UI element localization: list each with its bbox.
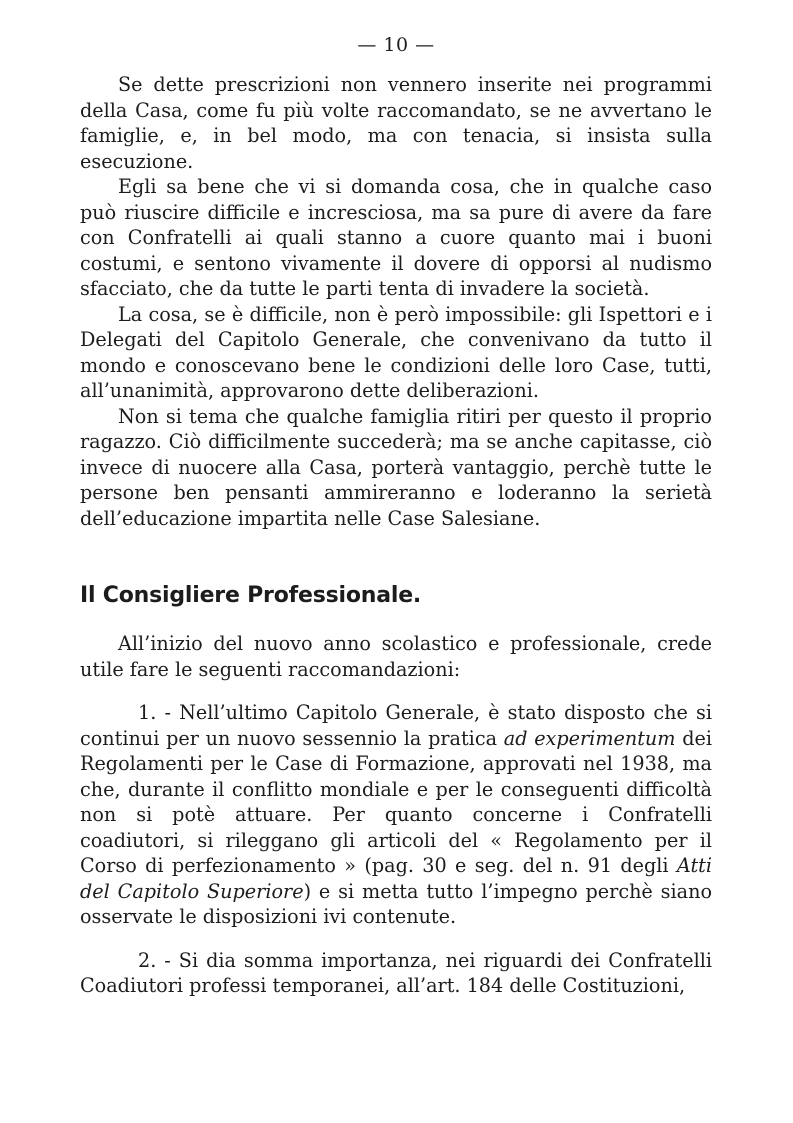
item-number: 1. - — [138, 701, 171, 724]
item-text: ) e si metta tutto l’impegno perchè siano osservate le disposizioni ivi contenute. — [80, 879, 712, 928]
paragraph-la-cosa: La cosa, se è difficile, non è però impossibile: gli Ispettori e i Delegati del Capitolo Generale, che convenivano da tutto il mondo e conoscevano bene le condizioni delle loro Case, tutti, all’unanimità, approvarono dette deliberazioni. — [80, 302, 712, 402]
italic-title: Atti del Capitolo Superiore — [80, 854, 712, 903]
paragraph-egli-sa-bene: Egli sa bene che vi si domanda cosa, che in qualche caso può riuscire difficile e incresciosa, ma sa pure di avere da fare con Confratelli ai quali stanno a cuore quanto mai i buoni costumi, e sentono vivamente il dovere di opporsi al nudismo sfacciato, che da tutte le parti tenta di invadere la società. — [80, 175, 712, 300]
italic-phrase: ad experimentum — [503, 726, 676, 750]
item-text: Nell’ultimo Capitolo Generale, è stato disposto che si continui per un nuovo sessennio la pratica — [80, 701, 712, 750]
item-number: 2. - — [138, 948, 171, 972]
item-text: dei Regolamenti per le Case di Formazione, approvati nel 1938, ma che, durante il conflitto mondiale e per le conseguenti difficoltà non si potè attuare. Per quanto concerne i Confratelli coadiutori, si rileggano gli articoli del « Regolamento per il Corso di perfezionamento » (pag. 30 e seg. del n. 91 degli — [80, 726, 712, 877]
paragraph-non-si-tema: Non si tema che qualche famiglia ritiri per questo il proprio ragazzo. Ciò difficilmente succederà; ma se anche capitasse, ciò invece di nuocere alla Casa, porterà vantaggio, perchè tutte le persone ben pensanti ammireranno e loderanno la serietà dell’educazione impartita nelle Case Salesiane. — [80, 404, 712, 530]
item-text: Si dia somma importanza, nei riguardi dei Confratelli Coadiutori professi temporanei, all’art. 184 delle Costituzioni, — [80, 948, 713, 997]
document-page — [80, 28, 712, 999]
list-item-2 — [80, 948, 712, 999]
page-number: — 10 — — [357, 34, 435, 56]
section-intro: All’inizio del nuovo anno scolastico e professionale, crede utile fare le seguenti raccomandazioni: — [80, 632, 712, 681]
paragraph-prescrizioni: Se dette prescrizioni non vennero inserite nei programmi della Casa, come fu più volte raccomandato, se ne avvertano le famiglie, e, in bel modo, ma con tenacia, si insista sulla esecuzione. — [80, 73, 712, 173]
spacer — [80, 611, 712, 631]
section-heading: Il Consigliere Professionale. — [80, 583, 422, 608]
list-item-1 — [80, 700, 712, 930]
